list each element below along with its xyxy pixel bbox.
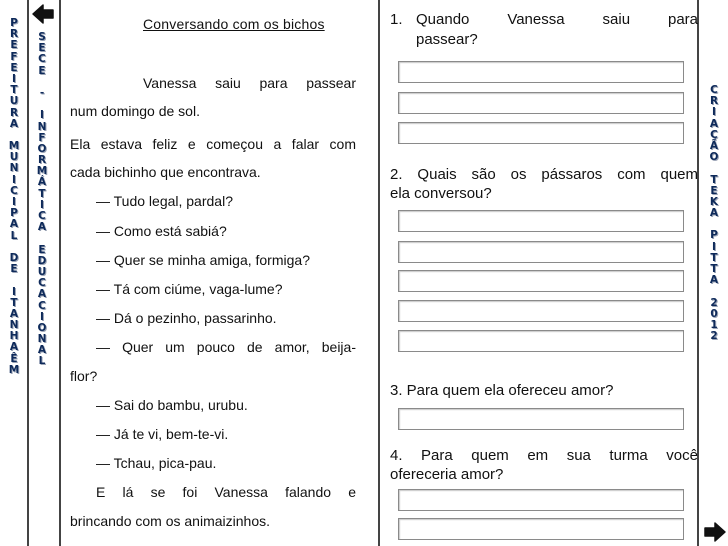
story-line: — Tchau, pica-pau. — [96, 455, 217, 471]
vertical-title-secretaria — [34, 32, 50, 368]
vertical-letter: A — [9, 341, 19, 354]
vertical-letter: I — [12, 196, 16, 208]
vertical-letter: C — [38, 53, 46, 66]
vertical-letter: I — [712, 240, 716, 253]
vertical-letter: C — [710, 84, 718, 96]
question-text: 2. Quais são os pássaros com quem — [390, 166, 698, 183]
vertical-letter: M — [36, 165, 48, 178]
vertical-letter: O — [37, 321, 47, 334]
vertical-letter: C — [38, 277, 46, 290]
vertical-letter: I — [40, 198, 44, 211]
question-number: 1. — [390, 11, 403, 28]
vertical-letter: P — [10, 17, 18, 29]
vertical-letter: M — [8, 140, 20, 153]
story-line: — Quer um pouco de amor, beija- — [96, 339, 356, 355]
vertical-letter: I — [712, 106, 716, 119]
answer-field[interactable] — [398, 408, 684, 430]
answer-field[interactable] — [398, 92, 684, 114]
answer-field[interactable] — [398, 210, 684, 232]
story-line: cada bichinho que encontrava. — [70, 164, 261, 180]
story-line: — Tá com ciúme, vaga-lume? — [96, 281, 283, 297]
vertical-letter: T — [710, 173, 718, 186]
answer-field[interactable] — [398, 61, 684, 83]
story-line: — Já te vi, bem-te-vi. — [96, 426, 229, 442]
answer-field[interactable] — [398, 489, 684, 511]
vertical-letter: A — [9, 117, 19, 130]
vertical-letter: A — [709, 117, 719, 130]
vertical-letter: I — [40, 109, 44, 122]
vertical-letter: N — [37, 333, 47, 346]
vertical-letter: Á — [37, 176, 47, 189]
vertical-letter: C — [38, 299, 46, 312]
question-text: Quando Vanessa saiu para — [416, 11, 698, 28]
vertical-letter: Ã — [709, 139, 719, 152]
vertical-letter: Ç — [710, 128, 718, 141]
vertical-letter: T — [10, 296, 18, 309]
vertical-title-prefeitura — [6, 18, 22, 376]
vertical-letter: A — [37, 344, 47, 357]
vertical-letter: P — [710, 229, 718, 242]
vertical-letter: R — [37, 154, 47, 167]
story-line: — Tudo legal, pardal? — [96, 193, 233, 209]
story-line: Ela estava feliz e começou a falar com — [70, 136, 356, 152]
story-line: num domingo de sol. — [70, 103, 200, 119]
vertical-letter: D — [37, 254, 47, 267]
vertical-letter: 2 — [710, 330, 718, 343]
vertical-letter: E — [38, 64, 46, 77]
vertical-letter: A — [9, 307, 19, 320]
vertical-letter: 1 — [710, 318, 718, 331]
vertical-letter: A — [37, 288, 47, 301]
vertical-letter: E — [38, 42, 46, 55]
question-text: passear? — [416, 31, 478, 48]
story-line: — Sai do bambu, urubu. — [96, 397, 248, 413]
vertical-letter: T — [38, 187, 46, 200]
vertical-letter: H — [9, 330, 19, 343]
question-text: ela conversou? — [390, 185, 492, 202]
vertical-letter: L — [38, 355, 46, 368]
arrow-right-icon — [703, 521, 727, 543]
story-line: — Quer se minha amiga, formiga? — [96, 252, 310, 268]
question-text: ofereceria amor? — [390, 466, 504, 483]
divider-left — [27, 0, 29, 546]
question-text: 4. Para quem em sua turma você — [390, 447, 698, 464]
vertical-letter: F — [38, 131, 46, 144]
answer-field[interactable] — [398, 241, 684, 263]
vertical-letter: A — [709, 207, 719, 220]
vertical-letter: S — [38, 31, 46, 43]
vertical-letter: P — [10, 207, 18, 220]
answer-field[interactable] — [398, 518, 684, 540]
vertical-letter: E — [10, 61, 18, 74]
vertical-letter: I — [12, 72, 16, 85]
answer-field[interactable] — [398, 330, 684, 352]
vertical-letter: M — [8, 363, 20, 376]
story-line: flor? — [70, 368, 98, 384]
story-line: brincando com os animaizinhos. — [70, 513, 270, 529]
arrow-left-icon — [31, 3, 55, 25]
vertical-letter: C — [10, 184, 18, 197]
vertical-letter: L — [10, 229, 18, 242]
vertical-letter: 0 — [710, 307, 718, 320]
vertical-letter: - — [39, 86, 45, 99]
vertical-letter: E — [10, 39, 18, 52]
story-title: Conversando com os bichos — [143, 16, 325, 32]
vertical-letter: K — [709, 195, 719, 208]
story-line: E lá se foi Vanessa falando e — [96, 484, 356, 500]
story-line: — Dá o pezinho, passarinho. — [96, 310, 277, 326]
story-line: Vanessa saiu para passear — [143, 75, 356, 91]
vertical-letter: E — [38, 243, 46, 256]
vertical-letter: I — [12, 285, 16, 298]
next-button[interactable] — [702, 520, 728, 544]
vertical-letter: N — [9, 162, 19, 175]
back-button[interactable] — [30, 2, 56, 26]
vertical-letter: T — [710, 251, 718, 264]
vertical-letter: U — [37, 265, 47, 278]
vertical-letter: Ê — [10, 352, 18, 365]
vertical-letter: A — [37, 221, 47, 234]
vertical-letter: R — [9, 106, 19, 119]
vertical-letter: N — [9, 319, 19, 332]
vertical-letter: U — [9, 95, 19, 108]
answer-field[interactable] — [398, 300, 684, 322]
vertical-letter: F — [10, 50, 18, 63]
vertical-letter: C — [38, 210, 46, 222]
vertical-letter: N — [37, 120, 47, 133]
answer-field[interactable] — [398, 122, 684, 144]
vertical-letter: 2 — [710, 296, 718, 309]
answer-field[interactable] — [398, 270, 684, 292]
vertical-letter: R — [9, 28, 19, 41]
vertical-title-credits — [706, 85, 722, 342]
vertical-letter: O — [709, 151, 719, 164]
vertical-letter: I — [40, 310, 44, 323]
question-text: 3. Para quem ela ofereceu amor? — [390, 382, 614, 399]
vertical-letter: D — [9, 251, 19, 264]
vertical-letter: E — [10, 263, 18, 276]
vertical-letter: U — [9, 151, 19, 164]
story-line: — Como está sabiá? — [96, 223, 227, 239]
vertical-letter: T — [710, 263, 718, 275]
vertical-letter: A — [709, 274, 719, 287]
vertical-letter: O — [37, 142, 47, 155]
vertical-letter: R — [709, 95, 719, 108]
vertical-letter: I — [12, 173, 16, 186]
vertical-letter: T — [10, 84, 18, 97]
vertical-letter: E — [710, 184, 718, 197]
divider-left-inner — [59, 0, 61, 546]
vertical-letter: A — [9, 218, 19, 231]
